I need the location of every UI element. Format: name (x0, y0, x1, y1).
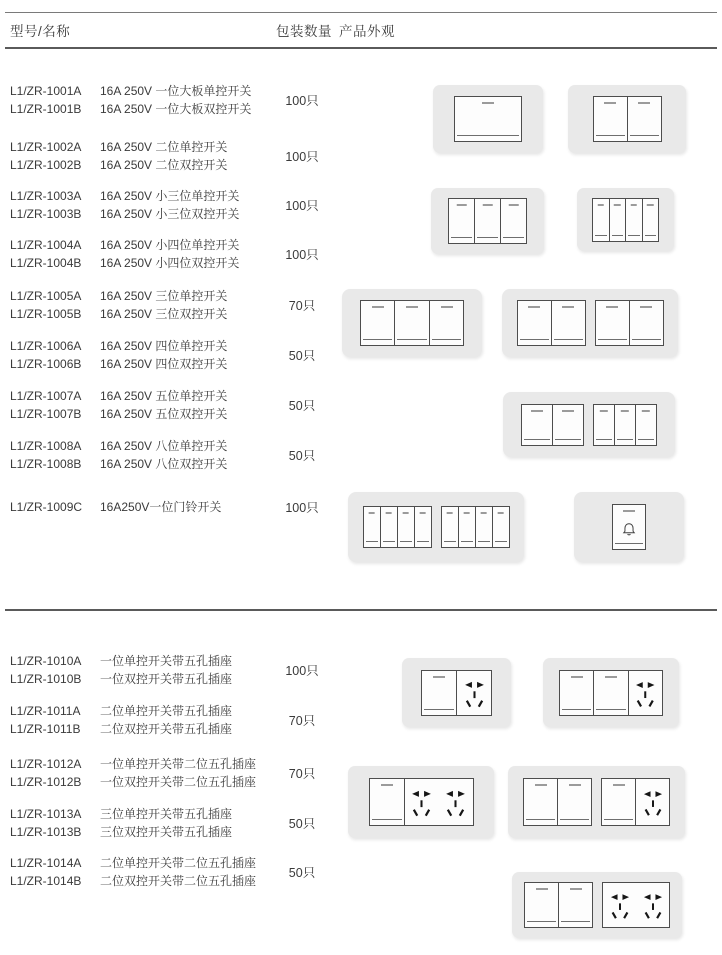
column-header-model-name: 型号/名称 (10, 24, 71, 39)
switch-rocker (560, 671, 594, 715)
switch-rocker (455, 97, 521, 141)
socket-holes (457, 671, 491, 715)
model-code: L1/ZR-1007A (10, 389, 82, 403)
socket-5hole-icon (606, 886, 634, 924)
switch-rocker (414, 507, 431, 547)
pack-quantity: 50只 (288, 449, 316, 463)
switch-frame (454, 96, 522, 142)
socket-5hole (635, 779, 669, 825)
switch-frame (592, 198, 659, 242)
rocker-bottom-edge (524, 439, 550, 440)
product-name: 16A 250V 小三位单控开关 (100, 189, 240, 203)
switch-rocker (429, 301, 464, 345)
switch-rocker (364, 507, 380, 547)
product-name: 一位单控开关带五孔插座 (100, 654, 233, 668)
model-code: L1/ZR-1003A (10, 189, 82, 203)
rocker-bottom-edge (617, 439, 633, 440)
rocker-bottom-edge (596, 439, 612, 440)
rocker-indicator-dash (456, 204, 467, 206)
model-code: L1/ZR-1011A (10, 704, 81, 718)
product-panel-1003 (431, 188, 544, 254)
switch-rocker (394, 301, 429, 345)
rocker-indicator-dash (433, 676, 445, 678)
model-code: L1/ZR-1002B (10, 158, 82, 172)
switch-rocker (635, 405, 656, 445)
rocker-bottom-edge (424, 709, 454, 710)
model-code: L1/ZR-1012A (10, 757, 82, 771)
model-code: L1/ZR-1010B (10, 672, 82, 686)
product-name: 二位双控开关带五孔插座 (100, 722, 233, 736)
product-name: 一位双控开关带五孔插座 (100, 672, 233, 686)
switch-frame (601, 778, 670, 826)
rocker-indicator-dash (598, 204, 605, 206)
product-panel-1009 (574, 492, 684, 562)
rocker-indicator-dash (406, 306, 418, 308)
rocker-bottom-edge (562, 709, 592, 710)
rocker-bottom-edge (604, 819, 633, 820)
socket-5hole-icon (441, 782, 470, 822)
model-code: L1/ZR-1006A (10, 339, 82, 353)
socket-holes (405, 779, 473, 825)
product-panel-1007 (503, 392, 675, 457)
product-name: 16A 250V 五位单控开关 (100, 389, 228, 403)
rocker-indicator-dash (482, 204, 493, 206)
product-name: 16A 250V 三位双控开关 (100, 307, 228, 321)
product-panel-1004 (577, 188, 674, 251)
product-name: 二位单控开关带五孔插座 (100, 704, 233, 718)
product-name: 16A 250V 五位双控开关 (100, 407, 228, 421)
rocker-indicator-dash (402, 512, 409, 514)
pack-quantity: 50只 (288, 399, 316, 413)
switch-frame (559, 670, 664, 716)
rocker-bottom-edge (397, 339, 427, 340)
switch-rocker (422, 671, 456, 715)
rocker-bottom-edge (400, 541, 412, 542)
model-code: L1/ZR-1013B (10, 825, 82, 839)
switch-frame (523, 778, 592, 826)
rocker-bottom-edge (630, 135, 659, 136)
product-panel-1002 (568, 85, 686, 153)
switch-rocker (525, 883, 558, 927)
rocker-bottom-edge (526, 819, 555, 820)
rocker-bottom-edge (598, 339, 627, 340)
switch-rocker (361, 301, 395, 345)
rocker-bottom-edge (372, 819, 402, 820)
switch-frame (441, 506, 510, 548)
product-name: 16A 250V 二位双控开关 (100, 158, 228, 172)
switch-rocker (594, 405, 614, 445)
rocker-bottom-edge (560, 819, 589, 820)
header-top-rule (5, 12, 717, 13)
rocker-indicator-dash (463, 512, 470, 514)
switch-rocker (449, 199, 474, 243)
product-panel-1008 (348, 492, 524, 562)
product-panel-1013 (508, 766, 685, 838)
pack-quantity: 100只 (285, 150, 319, 164)
switch-frame (369, 778, 474, 826)
switch-rocker (609, 199, 626, 241)
switch-rocker (593, 671, 628, 715)
model-code: L1/ZR-1010A (10, 654, 82, 668)
socket-5hole-double (603, 883, 669, 927)
product-panel-1014 (512, 872, 682, 938)
rocker-bottom-edge (457, 135, 519, 136)
rocker-indicator-dash (446, 512, 453, 514)
rocker-bottom-edge (561, 921, 590, 922)
rocker-indicator-dash (368, 512, 375, 514)
rocker-indicator-dash (528, 306, 540, 308)
rocker-indicator-dash (647, 204, 654, 206)
socket-5hole-icon (460, 674, 489, 712)
switch-rocker (524, 779, 557, 825)
switch-rocker (629, 301, 663, 345)
model-code: L1/ZR-1001A (10, 84, 82, 98)
rocker-indicator-dash (623, 510, 635, 512)
switch-rocker (475, 507, 492, 547)
pack-quantity: 100只 (285, 94, 319, 108)
model-code: L1/ZR-1005B (10, 307, 82, 321)
rocker-indicator-dash (419, 512, 426, 514)
rocker-indicator-dash (480, 512, 487, 514)
switch-frame (593, 96, 662, 142)
switch-rocker (474, 199, 500, 243)
switch-rocker (522, 405, 552, 445)
rocker-indicator-dash (482, 102, 494, 104)
socket-holes (636, 779, 669, 825)
rocker-indicator-dash (372, 306, 384, 308)
rocker-indicator-dash (536, 888, 548, 890)
socket-5hole (456, 671, 491, 715)
model-code: L1/ZR-1008A (10, 439, 82, 453)
socket-5hole-icon (631, 674, 660, 712)
switch-frame (602, 882, 670, 928)
product-panel-1011 (543, 658, 679, 727)
switch-rocker (397, 507, 414, 547)
rocker-bottom-edge (451, 237, 472, 238)
rocker-indicator-dash (570, 888, 582, 890)
product-panel-1010 (402, 658, 511, 727)
rocker-bottom-edge (632, 339, 661, 340)
product-panel-1012 (348, 766, 494, 838)
switch-rocker (602, 779, 635, 825)
pack-quantity: 100只 (285, 199, 319, 213)
rocker-bottom-edge (555, 439, 581, 440)
rocker-bottom-edge (478, 541, 490, 542)
rocker-indicator-dash (613, 784, 625, 786)
rocker-indicator-dash (621, 410, 629, 412)
product-name: 二位双控开关带二位五孔插座 (100, 874, 257, 888)
rocker-bottom-edge (595, 235, 607, 236)
rocker-indicator-dash (606, 306, 618, 308)
switch-rocker (625, 199, 642, 241)
rocker-bottom-edge (495, 541, 507, 542)
rocker-bottom-edge (503, 237, 524, 238)
rocker-indicator-dash (600, 410, 608, 412)
model-code: L1/ZR-1014A (10, 856, 82, 870)
pack-quantity: 50只 (288, 349, 316, 363)
switch-rocker (557, 779, 591, 825)
product-name: 16A 250V 小四位单控开关 (100, 238, 240, 252)
product-name: 16A250V一位门铃开关 (100, 500, 222, 514)
switch-rocker (500, 199, 526, 243)
rocker-bottom-edge (432, 339, 462, 340)
model-code: L1/ZR-1004A (10, 238, 82, 252)
switch-frame (360, 300, 465, 346)
model-code: L1/ZR-1011B (10, 722, 81, 736)
rocker-bottom-edge (645, 235, 657, 236)
rocker-indicator-dash (381, 784, 393, 786)
switch-rocker (614, 405, 635, 445)
switch-frame (595, 300, 664, 346)
product-name: 16A 250V 八位单控开关 (100, 439, 228, 453)
rocker-bottom-edge (628, 235, 640, 236)
model-code: L1/ZR-1006B (10, 357, 82, 371)
product-name: 16A 250V 小三位双控开关 (100, 207, 240, 221)
product-name: 一位双控开关带二位五孔插座 (100, 775, 257, 789)
rocker-indicator-dash (604, 102, 616, 104)
rocker-bottom-edge (638, 439, 654, 440)
product-name: 一位单控开关带二位五孔插座 (100, 757, 257, 771)
rocker-bottom-edge (383, 541, 395, 542)
product-name: 16A 250V 一位大板双控开关 (100, 102, 252, 116)
switch-rocker (370, 779, 404, 825)
switch-rocker (558, 883, 592, 927)
rocker-indicator-dash (640, 306, 652, 308)
model-code: L1/ZR-1012B (10, 775, 82, 789)
product-panel-1005 (342, 289, 482, 357)
pack-quantity: 50只 (288, 866, 316, 880)
model-code: L1/ZR-1009C (10, 500, 83, 514)
rocker-indicator-dash (497, 512, 504, 514)
rocker-bottom-edge (366, 541, 378, 542)
rocker-indicator-dash (638, 102, 650, 104)
switch-rocker (551, 301, 585, 345)
product-name: 三位双控开关带五孔插座 (100, 825, 233, 839)
product-name: 三位单控开关带五孔插座 (100, 807, 233, 821)
pack-quantity: 70只 (288, 714, 316, 728)
rocker-indicator-dash (642, 410, 650, 412)
model-code: L1/ZR-1007B (10, 407, 82, 421)
switch-rocker (593, 199, 609, 241)
switch-frame (612, 504, 646, 550)
socket-5hole-double (404, 779, 473, 825)
rocker-indicator-dash (569, 784, 581, 786)
socket-5hole-icon (407, 782, 436, 822)
pack-quantity: 50只 (288, 817, 316, 831)
model-code: L1/ZR-1014B (10, 874, 82, 888)
switch-frame (448, 198, 527, 244)
model-code: L1/ZR-1013A (10, 807, 82, 821)
switch-rocker (442, 507, 458, 547)
rocker-indicator-dash (531, 410, 543, 412)
switch-rocker (594, 97, 627, 141)
model-code: L1/ZR-1002A (10, 140, 82, 154)
product-name: 16A 250V 二位单控开关 (100, 140, 228, 154)
product-name: 16A 250V 一位大板单控开关 (100, 84, 252, 98)
model-code: L1/ZR-1004B (10, 256, 82, 270)
switch-frame (593, 404, 657, 446)
rocker-indicator-dash (605, 676, 617, 678)
socket-5hole-icon (639, 782, 667, 822)
rocker-indicator-dash (631, 204, 638, 206)
pack-quantity: 70只 (288, 299, 316, 313)
socket-holes (629, 671, 663, 715)
rocker-bottom-edge (363, 339, 393, 340)
socket-holes (603, 883, 669, 927)
rocker-indicator-dash (535, 784, 547, 786)
rocker-bottom-edge (615, 543, 643, 544)
rocker-bottom-edge (596, 709, 626, 710)
rocker-bottom-edge (520, 339, 549, 340)
product-name: 二位单控开关带二位五孔插座 (100, 856, 257, 870)
product-name: 16A 250V 四位双控开关 (100, 357, 228, 371)
rocker-bottom-edge (444, 541, 456, 542)
switch-frame (363, 506, 432, 548)
pack-quantity: 100只 (285, 501, 319, 515)
model-code: L1/ZR-1001B (10, 102, 82, 116)
socket-5hole (628, 671, 663, 715)
rocker-indicator-dash (562, 410, 574, 412)
switch-rocker (552, 405, 583, 445)
rocker-bottom-edge (596, 135, 625, 136)
rocker-bottom-edge (527, 921, 556, 922)
switch-frame (421, 670, 492, 716)
rocker-indicator-dash (441, 306, 453, 308)
pack-quantity: 100只 (285, 664, 319, 678)
switch-rocker (458, 507, 475, 547)
product-name: 16A 250V 八位双控开关 (100, 457, 228, 471)
switch-frame (521, 404, 584, 446)
rocker-bottom-edge (461, 541, 473, 542)
rocker-bottom-edge (612, 235, 624, 236)
rocker-indicator-dash (562, 306, 574, 308)
switch-rocker (518, 301, 551, 345)
rocker-indicator-dash (508, 204, 519, 206)
doorbell-button (613, 505, 645, 549)
doorbell-icon (620, 520, 638, 538)
switch-rocker (596, 301, 629, 345)
model-code: L1/ZR-1005A (10, 289, 82, 303)
product-panel-1006 (502, 289, 678, 357)
switch-rocker (642, 199, 659, 241)
switch-rocker (380, 507, 397, 547)
rocker-bottom-edge (554, 339, 583, 340)
product-panel-1001 (433, 85, 543, 153)
pack-quantity: 100只 (285, 248, 319, 262)
header-bottom-rule (5, 47, 717, 49)
column-header-appearance: 产品外观 (339, 24, 395, 39)
product-name: 16A 250V 三位单控开关 (100, 289, 228, 303)
rocker-bottom-edge (417, 541, 429, 542)
product-name: 16A 250V 四位单控开关 (100, 339, 228, 353)
switch-rocker (627, 97, 661, 141)
socket-5hole-icon (639, 886, 667, 924)
switch-rocker (492, 507, 509, 547)
model-code: L1/ZR-1003B (10, 207, 82, 221)
rocker-indicator-dash (571, 676, 583, 678)
switch-frame (524, 882, 593, 928)
pack-quantity: 70只 (288, 767, 316, 781)
rocker-indicator-dash (614, 204, 621, 206)
product-name: 16A 250V 小四位双控开关 (100, 256, 240, 270)
rocker-bottom-edge (477, 237, 498, 238)
rocker-indicator-dash (385, 512, 392, 514)
switch-frame (517, 300, 586, 346)
column-header-pack-qty: 包装数量 (276, 24, 332, 39)
model-code: L1/ZR-1008B (10, 457, 82, 471)
section-divider (5, 609, 717, 611)
